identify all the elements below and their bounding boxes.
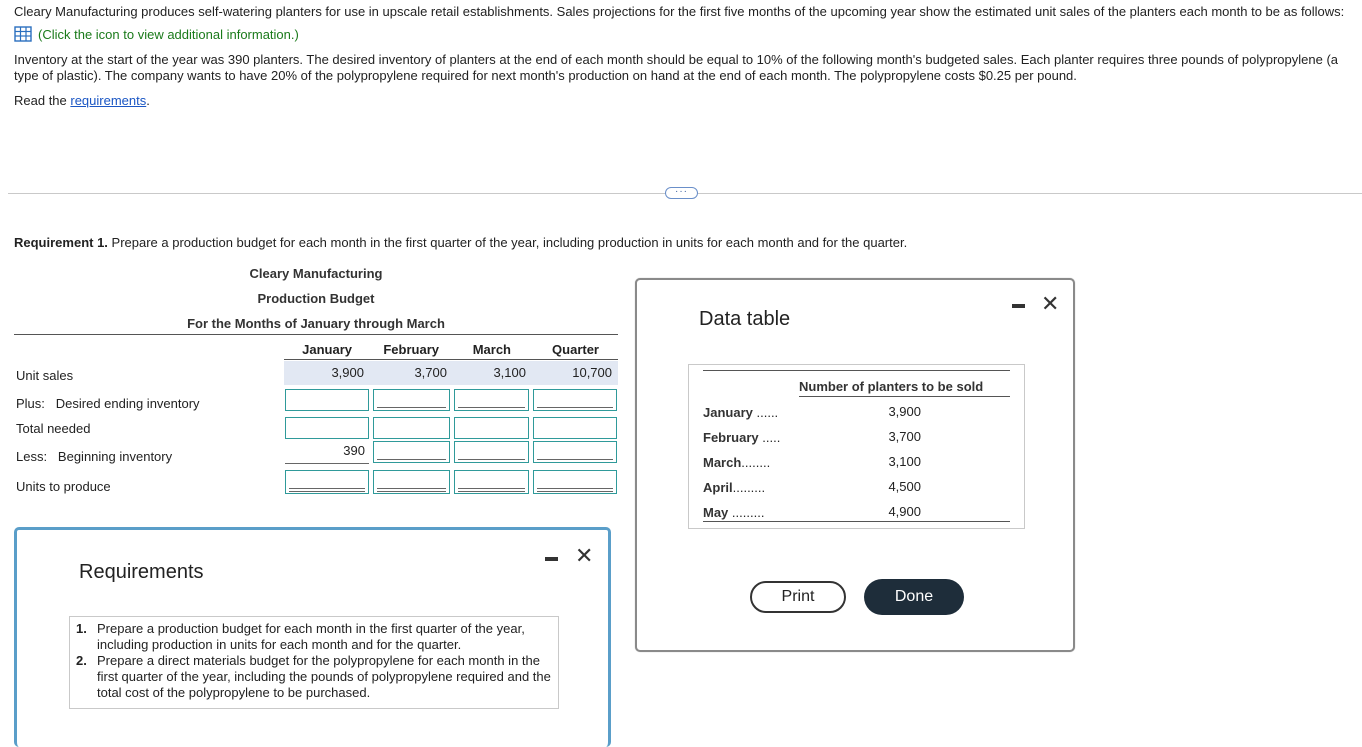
row-desired-ending bbox=[16, 396, 200, 411]
planters-january: 3,900 bbox=[888, 404, 921, 419]
data-row-april bbox=[703, 480, 765, 495]
double-underline-bottom bbox=[289, 491, 365, 492]
beginning-label: Beginning inventory bbox=[57, 449, 173, 464]
leader-dots: ......... bbox=[731, 505, 765, 520]
budget-company: Cleary Manufacturing bbox=[249, 266, 383, 281]
month-label: February bbox=[703, 430, 759, 445]
minimize-icon[interactable] bbox=[545, 557, 558, 561]
data-table-header-rule bbox=[799, 396, 1010, 397]
read-prefix: Read the bbox=[14, 93, 71, 108]
double-underline-top bbox=[537, 488, 613, 489]
data-table bbox=[688, 364, 1025, 529]
double-underline-bottom bbox=[458, 491, 525, 492]
expand-more-button[interactable]: ··· bbox=[665, 187, 698, 199]
units-produce-february-input[interactable] bbox=[373, 470, 450, 494]
units-produce-march-input[interactable] bbox=[454, 470, 529, 494]
requirement-1-prompt bbox=[14, 235, 907, 250]
underline bbox=[458, 407, 525, 408]
budget-period: For the Months of January through March bbox=[187, 316, 445, 331]
budget-title: Production Budget bbox=[257, 291, 375, 306]
data-table-top-rule bbox=[703, 370, 1010, 371]
month-label: January bbox=[703, 405, 753, 420]
requirements-popup bbox=[14, 527, 611, 747]
month-label: March bbox=[703, 455, 742, 470]
data-table-popup bbox=[635, 278, 1075, 652]
requirement-text: Prepare a direct materials budget for the polypropylene for each month in the first quarter of the year, including the pounds of polypropylene required and the total cost of the polypropylene to be purchased. bbox=[97, 653, 551, 700]
desired-ending-february-input[interactable] bbox=[373, 389, 450, 411]
unit-sales-quarter: 10,700 bbox=[532, 361, 618, 385]
desired-ending-quarter-input[interactable] bbox=[533, 389, 617, 411]
requirement-1-text: Prepare a production budget for each month in the first quarter of the year, including production in units for each month and for the quarter. bbox=[107, 235, 908, 250]
data-row-may bbox=[703, 505, 764, 520]
double-underline-top bbox=[289, 488, 365, 489]
leader-dots: ........ bbox=[741, 455, 771, 470]
data-table-column-header: Number of planters to be sold bbox=[799, 379, 984, 394]
col-march: March bbox=[472, 342, 511, 357]
leader-dots: ..... bbox=[762, 430, 781, 445]
beginning-february-input[interactable] bbox=[373, 441, 450, 463]
leader-dots: ......... bbox=[732, 480, 766, 495]
leader-dots: ...... bbox=[756, 405, 779, 420]
beginning-quarter-input[interactable] bbox=[533, 441, 617, 463]
total-needed-quarter-input[interactable] bbox=[533, 417, 617, 439]
planters-february: 3,700 bbox=[888, 429, 921, 444]
month-label: May bbox=[703, 505, 729, 520]
requirement-item bbox=[76, 653, 552, 701]
done-button[interactable]: Done bbox=[864, 579, 964, 615]
underline bbox=[458, 459, 525, 460]
requirements-link[interactable]: requirements bbox=[70, 93, 147, 108]
read-suffix: . bbox=[146, 93, 150, 108]
double-underline-bottom bbox=[537, 491, 613, 492]
underline bbox=[537, 407, 613, 408]
requirement-text: Prepare a production budget for each month in the first quarter of the year, including production in units for each month and for the quarter. bbox=[97, 621, 525, 652]
double-underline-top bbox=[458, 488, 525, 489]
row-beginning bbox=[16, 449, 172, 464]
unit-sales-march: 3,100 bbox=[453, 361, 532, 385]
desired-ending-label: Desired ending inventory bbox=[55, 396, 200, 411]
underline bbox=[377, 407, 446, 408]
problem-details: Inventory at the start of the year was 390 planters. The desired inventory of planters at the end of each month should be equal to 10% of the following month's budgeted sales. Each planter requires three pounds of polypropylene (a type of plastic). The company wants to have 20% of the polypropylene required for next month's production on hand at the end of each month. The polypropylene costs $0.25 per pound. bbox=[14, 52, 1339, 83]
row-unit-sales: Unit sales bbox=[16, 368, 74, 383]
col-quarter: Quarter bbox=[552, 342, 599, 357]
additional-info-link[interactable] bbox=[14, 26, 299, 42]
additional-info-text[interactable]: (Click the icon to view additional information.) bbox=[38, 26, 299, 42]
planters-march: 3,100 bbox=[888, 454, 921, 469]
underline bbox=[377, 459, 446, 460]
problem-intro: Cleary Manufacturing produces self-watering planters for use in upscale retail establishments. Sales projections for the first five months of the upcoming year show the estimated unit sales of the planters each month to be as follows: bbox=[14, 4, 1345, 19]
plus-prefix: Plus: bbox=[16, 396, 45, 411]
columns-rule bbox=[284, 359, 618, 360]
requirement-1-label: Requirement 1. bbox=[14, 235, 108, 250]
data-table-title: Data table bbox=[699, 308, 791, 330]
row-units-to-produce: Units to produce bbox=[16, 479, 111, 494]
total-needed-february-input[interactable] bbox=[373, 417, 450, 439]
beginning-march-input[interactable] bbox=[454, 441, 529, 463]
double-underline-bottom bbox=[377, 491, 446, 492]
minimize-icon[interactable] bbox=[1012, 304, 1025, 308]
header-rule bbox=[14, 334, 618, 335]
desired-ending-march-input[interactable] bbox=[454, 389, 529, 411]
requirements-list bbox=[69, 616, 559, 709]
table-grid-icon[interactable] bbox=[14, 26, 32, 42]
desired-ending-january-input[interactable] bbox=[285, 389, 369, 411]
unit-sales-february: 3,700 bbox=[370, 361, 453, 385]
read-requirements bbox=[14, 93, 150, 108]
planters-april: 4,500 bbox=[888, 479, 921, 494]
col-february: February bbox=[383, 342, 439, 357]
underline bbox=[537, 459, 613, 460]
requirement-number: 1. bbox=[76, 621, 87, 636]
print-button[interactable]: Print bbox=[750, 581, 846, 613]
units-produce-january-input[interactable] bbox=[285, 470, 369, 494]
data-row-february bbox=[703, 430, 780, 445]
total-needed-january-input[interactable] bbox=[285, 417, 369, 439]
col-january: January bbox=[302, 342, 352, 357]
less-prefix: Less: bbox=[16, 449, 48, 464]
requirement-item bbox=[76, 621, 552, 653]
units-produce-quarter-input[interactable] bbox=[533, 470, 617, 494]
beginning-january-value: 390 bbox=[285, 442, 369, 464]
double-underline-top bbox=[377, 488, 446, 489]
close-icon[interactable]: ✕ bbox=[575, 543, 594, 568]
month-label: April bbox=[703, 480, 733, 495]
planters-may: 4,900 bbox=[888, 504, 921, 519]
close-icon[interactable]: ✕ bbox=[1041, 291, 1060, 316]
data-row-march bbox=[703, 455, 770, 470]
data-row-january bbox=[703, 405, 778, 420]
row-total-needed: Total needed bbox=[16, 421, 91, 436]
unit-sales-january: 3,900 bbox=[284, 361, 370, 385]
data-table-bottom-rule bbox=[703, 521, 1010, 522]
total-needed-march-input[interactable] bbox=[454, 417, 529, 439]
requirement-number: 2. bbox=[76, 653, 87, 668]
requirements-title: Requirements bbox=[79, 561, 204, 583]
